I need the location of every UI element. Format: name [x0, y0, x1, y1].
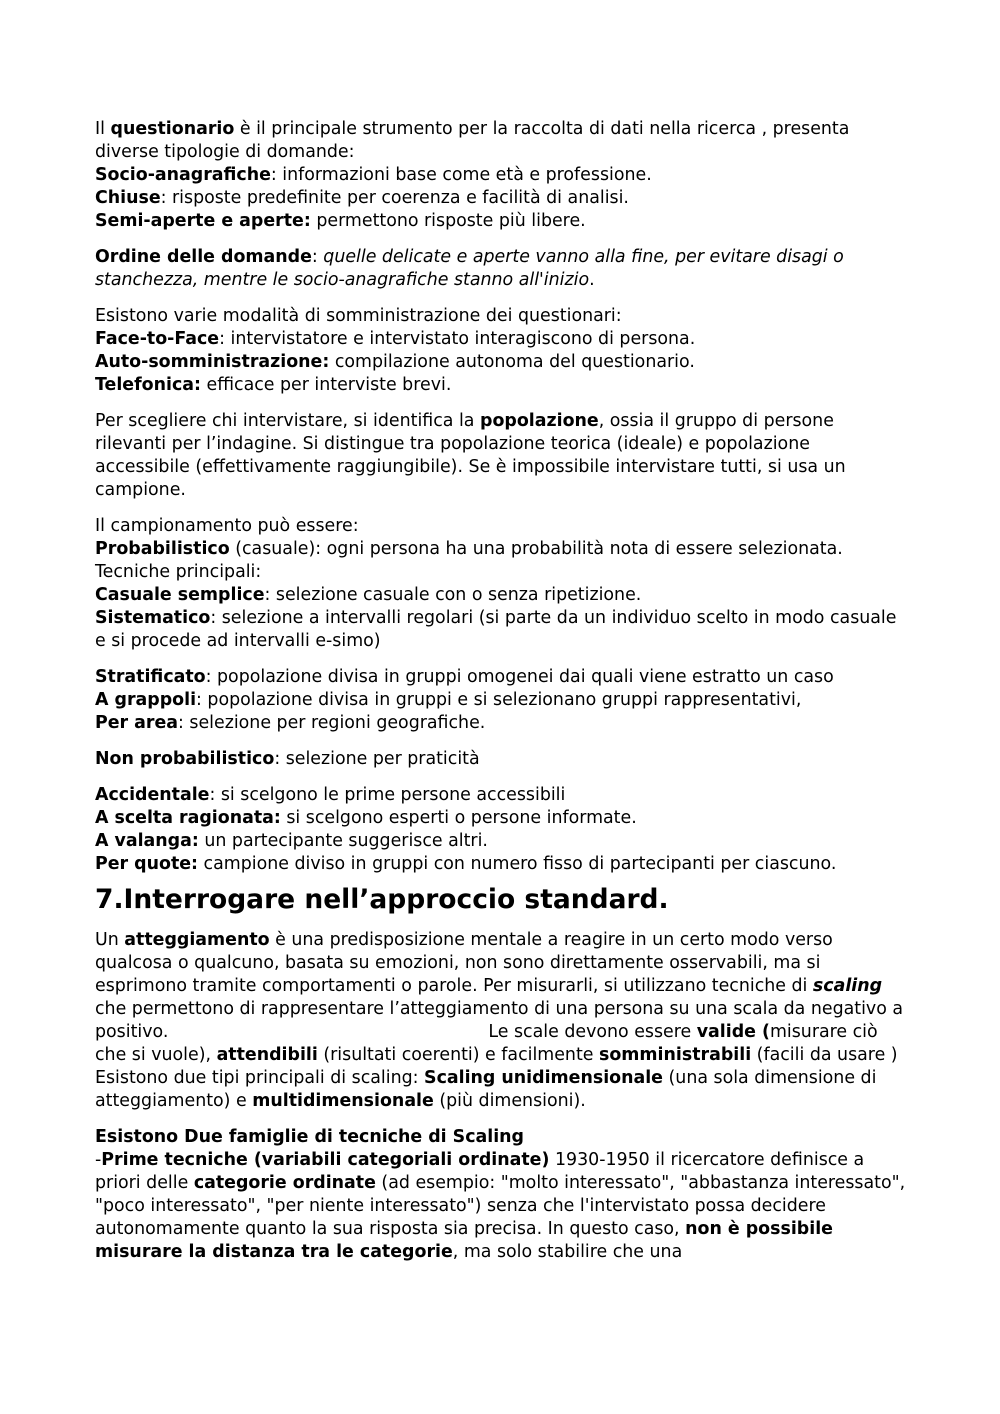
term-probabilistico: Probabilistico	[95, 539, 230, 559]
term-semi-aperte: Semi-aperte e aperte:	[95, 211, 311, 231]
term-auto-somministrazione: Auto-somministrazione:	[95, 352, 330, 372]
term-distanza-categorie: non è possibile misurare la distanza tra le categorie	[95, 1219, 833, 1262]
term-multidimensionale: multidimensionale	[252, 1091, 434, 1111]
term-categorie-ordinate: categorie ordinate	[193, 1173, 376, 1193]
term-a-grappoli: A grappoli	[95, 690, 197, 710]
paragraph-non-probabilistico: Non probabilistico: selezione per praticità	[95, 749, 480, 769]
paragraph-famiglie-scaling: Esistono Due famiglie di tecniche di Scaling -Prime tecniche (variabili categoriali ordinate) 1930-1950 il ricercatore definisce a priori delle categorie ordinate (ad esempio: "molto interessato", "abbastanza interessato", "poco interessato", "per niente interessato") senza che l'intervistato possa decidere autonomamente quanto la sua risposta sia precisa. In questo caso, non è possibile misurare la distanza tra le categorie, ma solo stabilire che una	[95, 1127, 906, 1262]
term-accidentale: Accidentale	[95, 785, 210, 805]
paragraph-accidentale: Accidentale: si scelgono le prime persone accessibili A scelta ragionata: si scelgono esperti o persone informate. A valanga: un partecipante suggerisce altri. Per quote: campione diviso in gruppi con numero fisso di partecipanti per ciascuno.	[95, 785, 837, 874]
term-popolazione: popolazione	[480, 411, 599, 431]
term-stratificato: Stratificato	[95, 667, 206, 687]
term-attendibili: attendibili	[216, 1045, 318, 1065]
paragraph-campionamento: Il campionamento può essere: Probabilistico (casuale): ogni persona ha una probabilità nota di essere selezionata. Tecniche principali: Casuale semplice: selezione casuale con o senza ripetizione. Sistematico: selezione a intervalli regolari (si parte da un individuo scelto in modo casuale e si procede ad intervalli e-simo)	[95, 516, 897, 651]
term-scaling: scaling	[812, 976, 883, 996]
paragraph-questionario: Il questionario è il principale strumento per la raccolta di dati nella ricerca , presenta diverse tipologie di domande: Socio-anagrafiche: informazioni base come età e professione. Chiuse: risposte predefinite per coerenza e facilità di analisi. Semi-aperte e aperte: permettono risposte più libere.	[95, 119, 850, 231]
term-a-valanga: A valanga:	[95, 831, 199, 851]
term-per-area: Per area	[95, 713, 179, 733]
term-socio-anagrafiche: Socio-anagrafiche	[95, 165, 271, 185]
section-heading: 7.Interrogare nell’approccio standard.	[95, 884, 669, 915]
term-questionario: questionario	[110, 119, 235, 139]
term-atteggiamento: atteggiamento	[124, 930, 270, 950]
paragraph-ordine-domande: Ordine delle domande: quelle delicate e aperte vanno alla fine, per evitare disagi o stanchezza, mentre le socio-anagrafiche stanno all'inizio.	[95, 247, 844, 290]
document-page	[95, 118, 910, 1264]
term-per-quote: Per quote:	[95, 854, 199, 874]
term-scelta-ragionata: A scelta ragionata:	[95, 808, 281, 828]
term-ordine-domande: Ordine delle domande	[95, 247, 312, 267]
term-face-to-face: Face-to-Face	[95, 329, 220, 349]
term-casuale-semplice: Casuale semplice	[95, 585, 265, 605]
paragraph-modalita: Esistono varie modalità di somministrazione dei questionari: Face-to-Face: intervistatore e intervistato interagiscono di persona. Auto-somministrazione: compilazione autonoma del questionario. Telefonica: efficace per interviste brevi.	[95, 306, 696, 395]
term-somministrabili: somministrabili	[599, 1045, 752, 1065]
term-scaling-unidimensionale: Scaling unidimensionale	[424, 1068, 663, 1088]
term-non-probabilistico: Non probabilistico	[95, 749, 275, 769]
term-telefonica: Telefonica:	[95, 375, 201, 395]
term-valide: valide (	[696, 1022, 770, 1042]
term-chiuse: Chiuse	[95, 188, 161, 208]
paragraph-stratificato: Stratificato: popolazione divisa in gruppi omogenei dai quali viene estratto un caso A grappoli: popolazione divisa in gruppi e si selezionano gruppi rappresentativi, Per area: selezione per regioni geografiche.	[95, 667, 834, 733]
term-sistematico: Sistematico	[95, 608, 211, 628]
paragraph-popolazione: Per scegliere chi intervistare, si identifica la popolazione, ossia il gruppo di persone rilevanti per l’indagine. Si distingue tra popolazione teorica (ideale) e popolazione accessibile (effettivamente raggiungibile). Se è impossibile intervistare tutti, si usa un campione.	[95, 411, 846, 500]
term-prime-tecniche: Prime tecniche (variabili categoriali ordinate)	[101, 1150, 550, 1170]
paragraph-atteggiamento: Un atteggiamento è una predisposizione mentale a reagire in un certo modo verso qualcosa o qualcuno, basata su emozioni, non sono direttamente osservabili, ma si esprimono tramite comportamenti o parole. Per misurarli, si utilizzano tecniche di scaling che permettono di rappresentare l’atteggiamento di una persona su una scala da negativo a positivo. Le scale devono essere valide (misurare ciò che si vuole), attendibili (risultati coerenti) e facilmente somministrabili (facili da usare ) Esistono due tipi principali di scaling: Scaling unidimensionale (una sola dimensione di atteggiamento) e multidimensionale (più dimensioni).	[95, 930, 904, 1111]
subheading-famiglie: Esistono Due famiglie di tecniche di Scaling	[95, 1127, 525, 1147]
